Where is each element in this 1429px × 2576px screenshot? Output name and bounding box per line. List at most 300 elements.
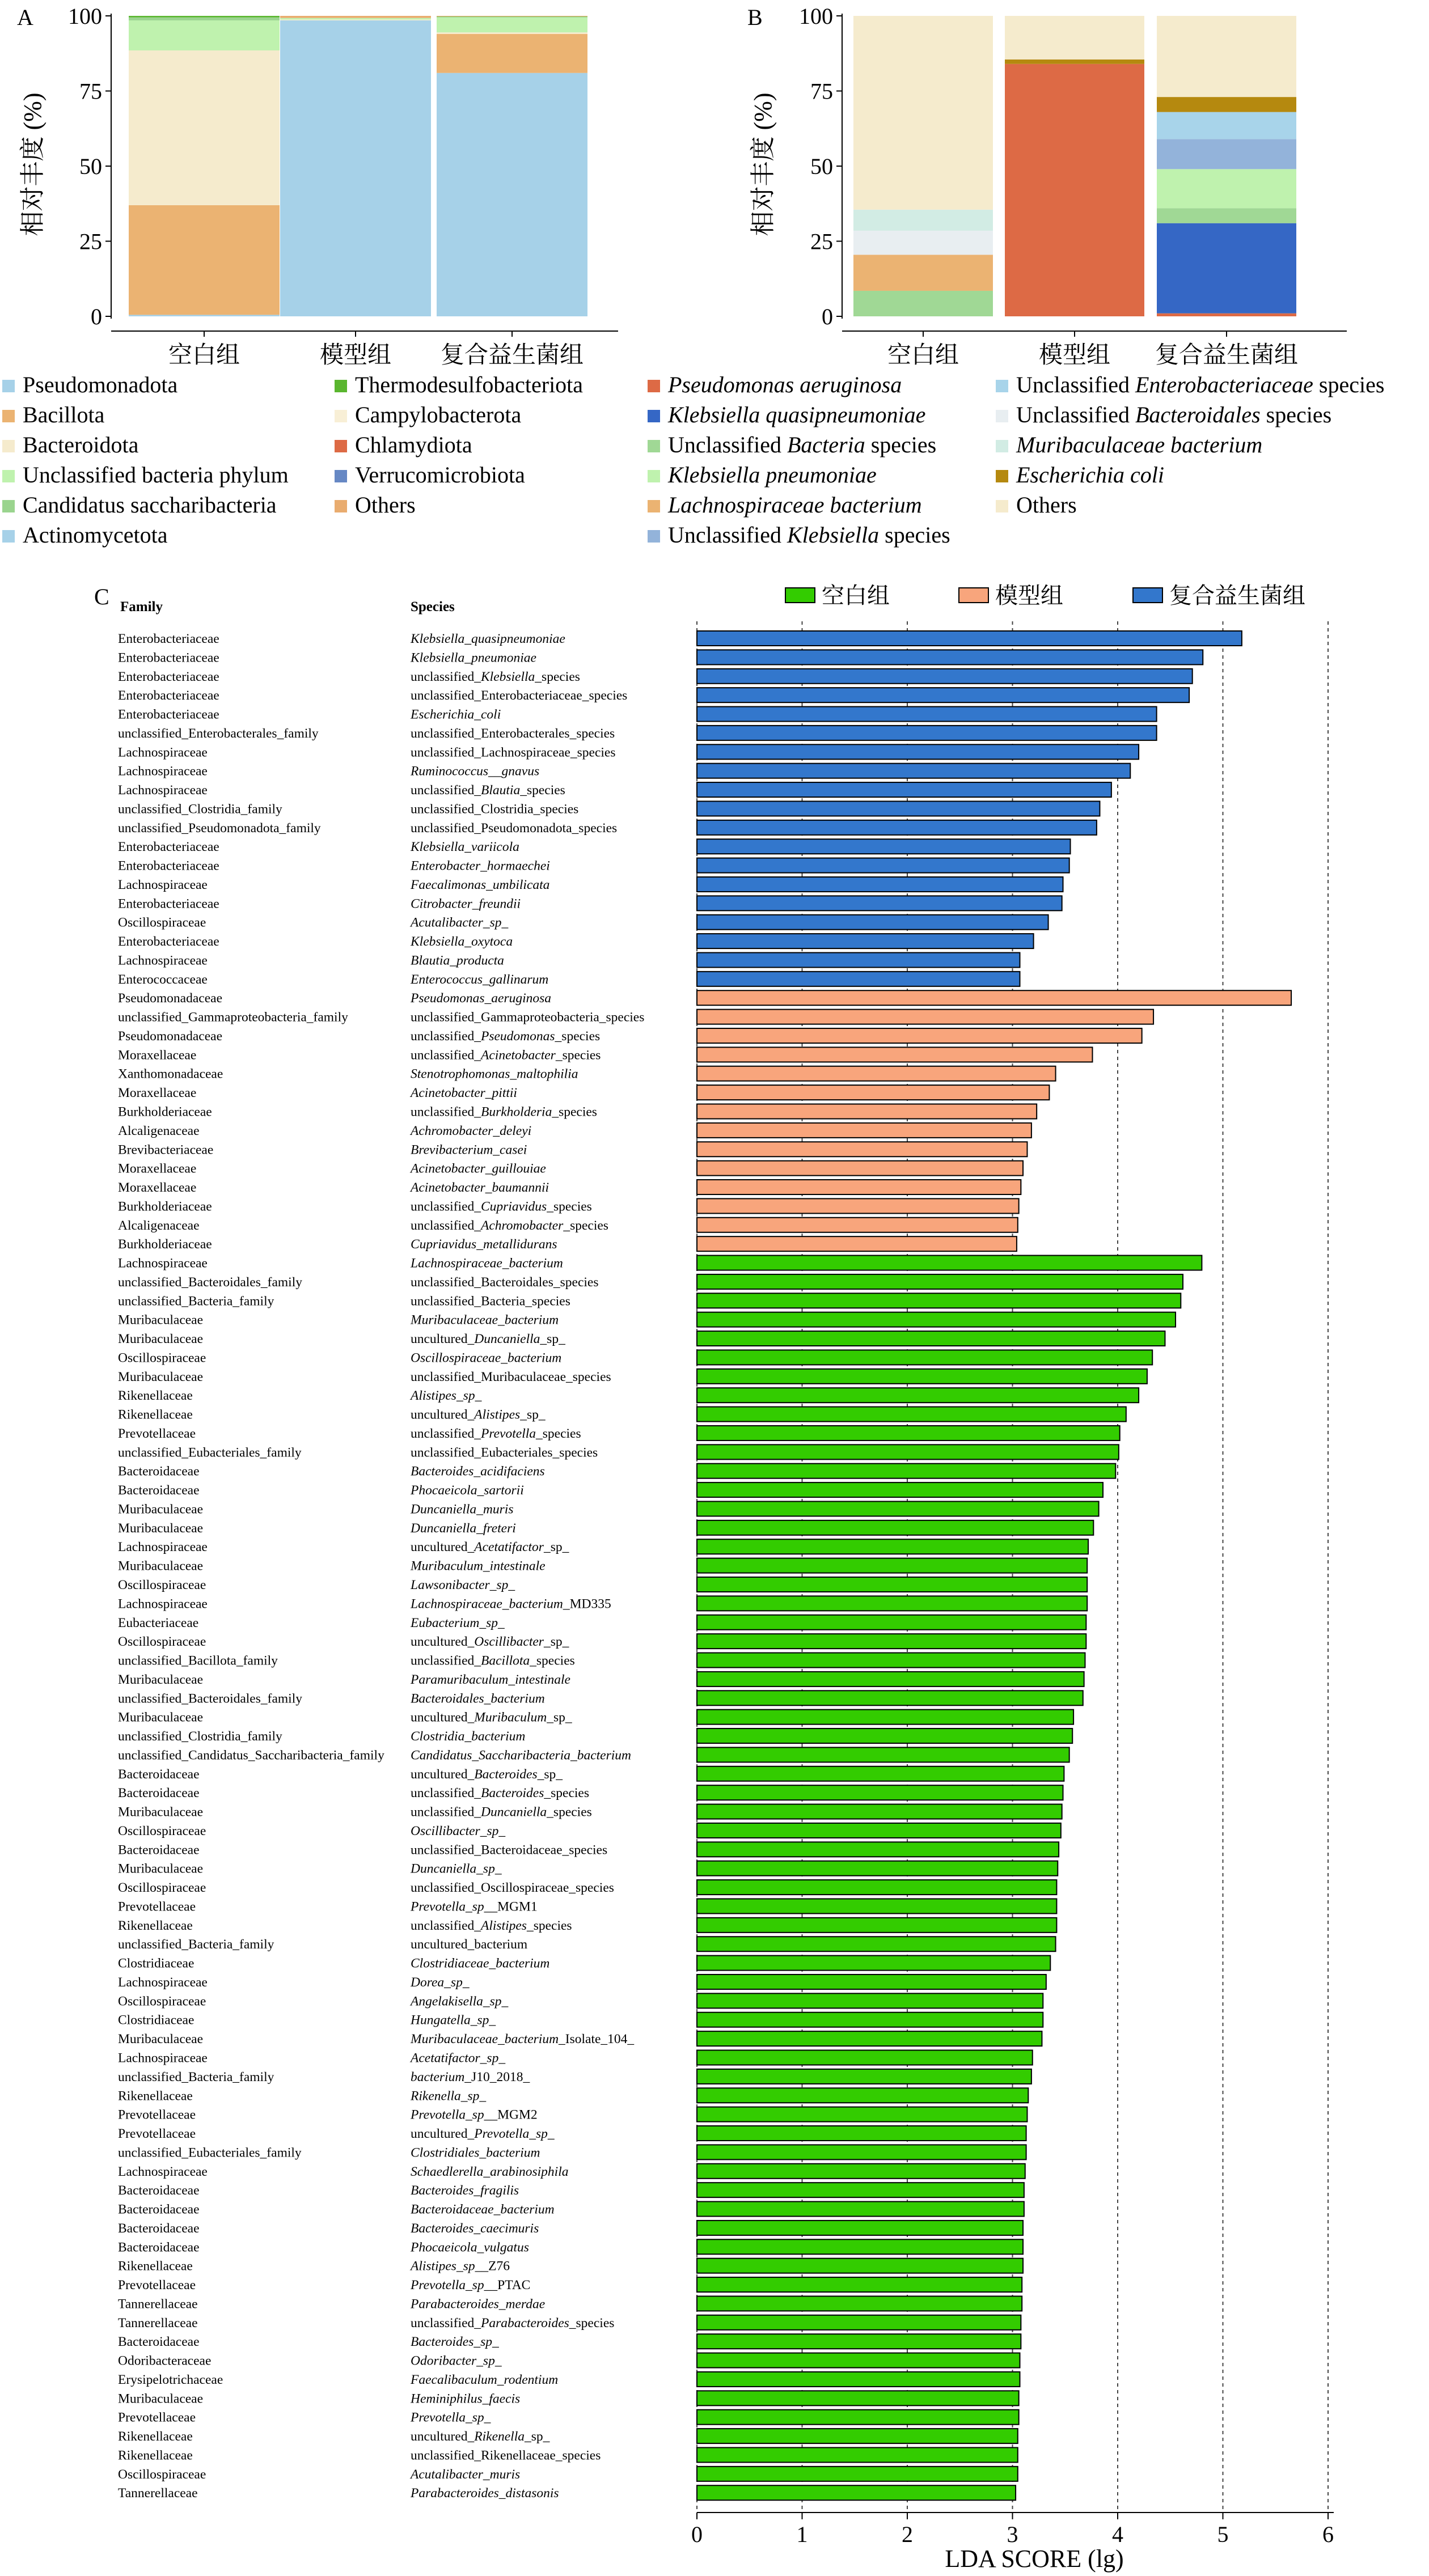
panel-a-legend-swatch <box>335 410 347 422</box>
panel-a-legend-label: Others <box>355 492 416 518</box>
family-label: Moraxellaceae <box>118 1161 197 1176</box>
panel-a-bar-segment <box>129 315 280 316</box>
panel-b-ytick-label: 25 <box>810 228 833 255</box>
panel-c-legend <box>785 583 1305 608</box>
species-label-part: Achromobacter <box>481 1218 564 1233</box>
species-label-part: Bacteroides <box>474 1766 538 1782</box>
species-label-part: _species <box>520 783 565 798</box>
species-label <box>411 783 565 798</box>
species-label <box>411 896 521 911</box>
species-label-part: _MD335 <box>563 1596 611 1612</box>
family-label: Moraxellaceae <box>118 1180 197 1196</box>
family-label: Rikenellaceae <box>118 2088 193 2104</box>
family-label: Tannerellaceae <box>118 2486 198 2501</box>
species-label <box>411 1350 561 1365</box>
species-label <box>411 1805 592 1820</box>
species-label-part: Stenotrophomonas_maltophilia <box>411 1066 578 1082</box>
panel-a-legend-swatch <box>2 380 15 392</box>
lda-bar <box>697 1369 1147 1384</box>
species-label-part: unclassified_Bacteroidaceae_species <box>411 1842 608 1858</box>
species-label <box>411 2145 540 2160</box>
panel-c-legend-swatch <box>1133 588 1162 603</box>
family-label: unclassified_Enterobacterales_family <box>118 726 319 741</box>
family-label: Erysipelotrichaceae <box>118 2372 223 2387</box>
species-label-part: Oscillibacter <box>474 1634 544 1650</box>
species-label <box>410 1975 470 1990</box>
family-label: Muribaculaceae <box>118 1672 204 1687</box>
lda-bar <box>697 1047 1092 1062</box>
species-label-part: unclassified_ <box>411 1199 481 1214</box>
species-label-part: Eubacterium_sp_ <box>411 1615 505 1630</box>
lda-bar <box>697 1710 1073 1725</box>
species-label-part: Blautia_producta <box>411 953 504 968</box>
panel-b-legend-swatch <box>648 380 660 392</box>
family-label: Rikenellaceae <box>118 2259 193 2274</box>
species-label-part: Acinetobacter_baumannii <box>411 1180 549 1196</box>
lda-bar <box>697 688 1189 702</box>
species-label <box>410 2032 634 2047</box>
species-label <box>411 2164 569 2179</box>
species-label <box>410 1578 515 1592</box>
panel-c-xlabel: LDA SCORE (lg) <box>945 2545 1124 2573</box>
family-label: unclassified_Clostridia_family <box>118 1729 282 1744</box>
species-label-part: Muribaculaceae_bacterium <box>411 1312 559 1328</box>
species-label <box>410 991 551 1006</box>
species-label <box>411 2448 601 2463</box>
panel-b-legend-label-part: Unclassified <box>668 522 787 548</box>
lda-bar <box>697 2069 1031 2084</box>
family-label: Bacteroidaceae <box>118 1766 200 1782</box>
lda-bar <box>697 1653 1085 1668</box>
lda-bar <box>697 2239 1023 2254</box>
panel-a-bar-segment <box>129 18 280 20</box>
panel-b-legend-swatch <box>996 470 1008 482</box>
lda-bar <box>697 2012 1043 2027</box>
species-label-part: _species <box>569 2315 615 2331</box>
species-label <box>411 1654 575 1668</box>
panel-b-bar-segment <box>1157 313 1296 316</box>
family-label: Oscillospiraceae <box>118 1578 206 1592</box>
species-label-part: Heminiphilus_faecis <box>411 2391 521 2406</box>
panel-b-legend-label-part: Klebsiella pneumoniae <box>668 462 877 488</box>
species-label-part: Phocaeicola_sartorii <box>411 1483 524 1498</box>
family-label: Oscillospiraceae <box>118 1823 206 1838</box>
family-label: Xanthomonadaceae <box>118 1066 223 1082</box>
species-label <box>411 802 578 816</box>
panel-b-bar-segment <box>853 255 993 291</box>
species-label-part: Parabacteroides_merdae <box>411 2297 546 2312</box>
panel-a <box>17 3 618 368</box>
family-label: unclassified_Candidatus_Saccharibacteria_family <box>118 1748 384 1763</box>
species-label <box>411 745 615 760</box>
panel-b-legend-swatch <box>996 380 1008 392</box>
species-label <box>411 2070 530 2084</box>
panel-b-legend-label-part: Bacteroidales <box>1135 402 1261 427</box>
family-label: Rikenellaceae <box>118 2429 193 2444</box>
species-label-part: unclassified_ <box>411 2315 481 2331</box>
species-label-part: Prevotella <box>481 1426 536 1441</box>
species-label-part: Prevotella_sp_ <box>474 2126 555 2142</box>
species-label-part: Oscillibacter_sp_ <box>411 1823 506 1838</box>
species-label-part: Muribaculum <box>474 1710 547 1725</box>
family-label: Oscillospiraceae <box>118 1994 206 2009</box>
species-label-part: Clostridiales_bacterium <box>411 2145 540 2160</box>
lda-bar <box>697 1672 1084 1687</box>
species-label-part: Acutalibacter_muris <box>411 2467 521 2482</box>
lda-bar <box>697 1956 1050 1971</box>
lda-bar <box>697 2088 1028 2103</box>
family-label: Muribaculaceae <box>118 1804 204 1820</box>
species-label-part: Alistipes_sp__ <box>411 2259 489 2274</box>
panel-b-legend-label-part: species <box>1313 372 1385 397</box>
family-label: Lachnospiraceae <box>118 1256 208 1271</box>
species-label <box>409 2051 505 2066</box>
species-label-part: _species <box>563 1218 608 1233</box>
panel-b-ytick-label: 0 <box>822 304 833 329</box>
lda-bar <box>697 1066 1056 1081</box>
panel-b-legend-label <box>667 402 925 427</box>
species-label-part: unclassified_Oscillospiraceae_species <box>411 1880 614 1896</box>
panel-b-legend-swatch <box>648 440 660 452</box>
family-label: Enterobacteriaceae <box>118 934 219 950</box>
species-label-part: Schaedlerella_arabinosiphila <box>411 2164 569 2179</box>
species-label-part: unclassified_ <box>411 1918 481 1933</box>
species-label-part: unclassified_Enterobacteriaceae_species <box>411 688 628 704</box>
lda-bar <box>697 1804 1062 1819</box>
species-label <box>410 650 536 665</box>
panel-b-legend-label-part: Pseudomonas aeruginosa <box>668 372 902 397</box>
family-label: Prevotellaceae <box>118 2126 196 2142</box>
panel-b-legend-swatch <box>996 500 1008 512</box>
lda-bar <box>697 1880 1056 1895</box>
panel-a-bar-segment <box>280 20 431 316</box>
panel-a-legend-label: Thermodesulfobacteriota <box>355 372 584 397</box>
species-label-part: Cupriavidus_metallidurans <box>411 1237 557 1252</box>
panel-b-bar-segment <box>1005 60 1144 64</box>
panel-a-bar-segment <box>280 16 431 18</box>
panel-b-legend-swatch <box>648 410 660 422</box>
species-label-part: Muribaculaceae_bacterium <box>411 2032 559 2047</box>
panel-c <box>94 583 1334 2573</box>
lda-bar <box>697 650 1203 664</box>
family-label: Muribaculaceae <box>118 2391 204 2406</box>
family-label: Moraxellaceae <box>118 1086 197 1101</box>
species-label-part: Alistipes <box>481 1918 527 1933</box>
lda-bar <box>697 1293 1181 1308</box>
panel-c-xtick-label: 2 <box>902 2522 913 2547</box>
species-label <box>411 1445 598 1460</box>
species-label <box>411 2334 499 2349</box>
species-label-part: Acinetobacter <box>481 1048 556 1063</box>
species-label-part: bacterium <box>411 2069 465 2084</box>
species-label-part: uncultured_ <box>411 1710 475 1725</box>
panel-c-letter: C <box>94 584 109 609</box>
panel-a-legend-label: Candidatus saccharibacteria <box>23 492 277 518</box>
species-label-part: MGM2 <box>497 2107 538 2122</box>
species-label-part: unclassified_Pseudomonadota_species <box>411 820 618 836</box>
panel-b-category-label: 空白组 <box>887 342 959 368</box>
species-label <box>411 1275 599 1290</box>
species-label-part: Prevotella_sp__ <box>411 1899 498 1914</box>
species-label-part: Enterobacter_hormaechei <box>411 858 550 874</box>
species-label-part: Klebsiella_quasipneumoniae <box>411 632 565 646</box>
lda-bar <box>697 2410 1019 2425</box>
species-label <box>411 1824 505 1838</box>
lda-bar <box>697 1766 1064 1781</box>
species-label-part: _species <box>552 1104 597 1120</box>
species-label-part: Escherichia_coli <box>411 707 501 722</box>
panel-c-legend-label: 复合益生菌组 <box>1169 583 1305 608</box>
species-label-part: uncultured_ <box>411 2429 475 2444</box>
panel-b-legend-label <box>668 522 950 548</box>
panel-b-legend-label-part: species <box>865 432 937 457</box>
species-label-part: unclassified_Eubacteriales_species <box>411 1445 598 1460</box>
lda-bar <box>697 1501 1099 1516</box>
panel-b-legend-label-part: Muribaculaceae bacterium <box>1016 432 1263 457</box>
family-label: Prevotellaceae <box>118 1426 196 1441</box>
panel-b-ytick-label: 75 <box>810 78 833 104</box>
lda-bar <box>697 1388 1139 1403</box>
species-label-part: Klebsiella_variicola <box>411 840 519 855</box>
species-label-part: _sp_ <box>543 1540 569 1555</box>
family-label: Lachnospiraceae <box>118 1975 208 1990</box>
panel-b-legend-swatch <box>996 410 1008 422</box>
lda-bar <box>697 1861 1058 1876</box>
panel-a-bar-segment <box>280 18 431 20</box>
species-label-part: Parabacteroides_distasonis <box>411 2486 559 2501</box>
lda-bar <box>697 839 1071 854</box>
family-label: Oscillospiraceae <box>118 1350 206 1366</box>
panel-a-category-label: 模型组 <box>319 342 392 368</box>
species-label-part: _sp_ <box>543 1634 569 1650</box>
species-label-part: unclassified_Gammaproteobacteria_species <box>411 1010 645 1025</box>
family-label: Alcaligenaceae <box>118 1123 200 1138</box>
species-label <box>409 1180 549 1195</box>
panel-a-legend-swatch <box>335 470 347 482</box>
species-label-part: Hungatella_sp_ <box>411 2012 496 2028</box>
panel-c-xtick-label: 6 <box>1322 2522 1334 2547</box>
species-label-part: Duncaniella <box>481 1804 547 1820</box>
species-label-part: Rikenella <box>474 2429 525 2444</box>
species-label <box>410 2278 530 2293</box>
panel-b-bar-segment <box>1005 64 1144 316</box>
panel-a-ytick-label: 0 <box>91 304 102 329</box>
species-label-part: Bacteroides_fragilis <box>411 2183 519 2198</box>
species-label-part: Acetatifactor <box>474 1540 544 1555</box>
species-label <box>411 1218 608 1233</box>
panel-b-legend-label <box>1016 462 1164 488</box>
species-label <box>411 1842 607 1857</box>
species-label-part: Bacteroides_acidifaciens <box>411 1464 545 1479</box>
family-label: unclassified_Bacteria_family <box>118 2069 274 2084</box>
panel-a-axes <box>68 3 618 368</box>
family-label: Muribaculaceae <box>118 1312 204 1328</box>
lda-bar <box>697 631 1242 646</box>
family-label: Enterobacteriaceae <box>118 650 219 666</box>
lda-bar <box>697 1482 1103 1497</box>
panel-b-bar-segment <box>1157 97 1296 112</box>
species-label-part: Achromobacter_deleyi <box>411 1123 532 1138</box>
species-label <box>410 764 539 779</box>
panel-b-bar-segment <box>1157 223 1296 313</box>
species-label-part: unclassified_Bacteria_species <box>411 1294 570 1309</box>
panel-b-letter: B <box>747 5 763 30</box>
species-label <box>411 1105 597 1120</box>
lda-bar <box>697 1842 1059 1857</box>
family-label: Lachnospiraceae <box>118 2050 208 2066</box>
species-label-part: Bacteroides_caecimuris <box>411 2221 539 2236</box>
species-label <box>410 1256 563 1271</box>
species-label-part: _species <box>530 1653 575 1668</box>
panel-a-ylabel: 相对丰度 (%) <box>19 92 46 236</box>
family-label: Lachnospiraceae <box>118 764 208 779</box>
panel-b-legend-label-part: Unclassified <box>1016 402 1135 427</box>
species-label-part: Citrobacter_freundii <box>411 896 521 912</box>
species-label-part: unclassified_ <box>411 1786 481 1801</box>
species-label <box>411 1710 572 1725</box>
species-label <box>411 2126 555 2141</box>
species-label <box>411 1332 565 1346</box>
panel-a-letter: A <box>17 5 33 30</box>
species-label-part: Acinetobacter_guillouiae <box>411 1161 546 1176</box>
family-label: Lachnospiraceae <box>118 1540 208 1555</box>
species-label-part: Parabacteroides <box>481 2315 569 2331</box>
lda-bar <box>697 1142 1027 1156</box>
panel-b-axes <box>799 3 1347 368</box>
species-label-part: uncultured_ <box>411 1407 475 1422</box>
species-label-part: Pseudomonas <box>481 1028 555 1044</box>
lda-bar <box>697 2334 1021 2349</box>
family-label: Lachnospiraceae <box>118 877 208 892</box>
family-label: Bacteroidaceae <box>118 2221 200 2236</box>
family-label: unclassified_Bacillota_family <box>118 1653 278 1668</box>
panel-b-legend-label-part: Klebsiella <box>787 522 880 548</box>
panel-a-legend-swatch <box>2 500 15 512</box>
panel-b-bar-segment <box>1157 112 1296 139</box>
lda-bar <box>697 1444 1119 1459</box>
species-label <box>411 1370 611 1384</box>
panel-a-bar-segment <box>129 16 280 18</box>
species-label <box>410 1502 513 1516</box>
species-label-part: Cupriavidus <box>481 1199 547 1214</box>
species-label-part: Duncaniella_muris <box>411 1502 514 1517</box>
species-label-part: Clostridiaceae_bacterium <box>411 1956 550 1971</box>
species-label <box>409 1124 531 1138</box>
panel-a-ytick-label: 100 <box>68 3 102 29</box>
panel-b-legend-label-part: species <box>879 522 950 548</box>
species-label <box>411 726 615 741</box>
species-label-part: Klebsiella_pneumoniae <box>411 650 536 666</box>
family-label: Enterobacteriaceae <box>118 858 219 874</box>
panel-b-legend-swatch <box>996 440 1008 452</box>
lda-bar <box>697 1558 1087 1573</box>
species-label-part: Blautia <box>481 783 521 798</box>
species-label-part: Lawsonibacter_sp_ <box>411 1578 515 1592</box>
species-label-part: unclassified_ <box>411 783 481 798</box>
panel-b-legend-label <box>667 492 922 518</box>
panel-a-legend-label: Actinomycetota <box>23 522 168 548</box>
species-label <box>410 934 513 949</box>
panel-c-xtick-label: 1 <box>796 2522 808 2547</box>
species-label-part: Oscillospiraceae_bacterium <box>411 1350 562 1366</box>
species-label <box>411 1237 557 1252</box>
species-label <box>410 972 548 987</box>
panel-b-legend <box>648 372 1384 548</box>
panel-a-legend-swatch <box>335 380 347 392</box>
family-label: Lachnospiraceae <box>118 745 208 760</box>
family-label: Tannerellaceae <box>118 2297 198 2312</box>
species-label <box>411 2221 539 2236</box>
family-label: Clostridiaceae <box>118 2012 195 2028</box>
family-label: unclassified_Clostridia_family <box>118 802 282 817</box>
species-label-part: Dorea_sp_ <box>411 1975 470 1990</box>
lda-bar <box>697 2277 1022 2292</box>
lda-bar <box>697 2050 1033 2065</box>
lda-bar <box>697 1198 1019 1213</box>
panel-c-legend-label: 空白组 <box>822 583 890 608</box>
species-label-part: Odoribacter_sp_ <box>411 2353 502 2369</box>
species-label-part: unclassified_ <box>411 1104 481 1120</box>
panel-b-legend-label-part: Others <box>1016 492 1077 518</box>
species-label-part: Duncaniella_freteri <box>411 1520 516 1536</box>
panel-b-ytick-label: 50 <box>810 154 833 179</box>
species-label-part: unclassified_ <box>411 1804 481 1820</box>
species-label-part: Bacteroidaceae_bacterium <box>411 2202 555 2217</box>
family-label: Oscillospiraceae <box>118 915 206 930</box>
species-label-part: Burkholderia <box>481 1104 552 1120</box>
family-label: unclassified_Bacteroidales_family <box>118 1691 302 1706</box>
lda-bar <box>697 1577 1087 1592</box>
species-label-part: MGM1 <box>497 1899 538 1914</box>
lda-bar <box>697 2183 1024 2197</box>
family-label: Bacteroidaceae <box>118 2240 200 2255</box>
species-label-part: _sp_ <box>547 1710 572 1725</box>
species-label-part: Rikenella_sp_ <box>411 2088 487 2104</box>
panel-a-bar-segment <box>437 73 587 316</box>
panel-b-bar-segment <box>853 210 993 231</box>
panel-c-legend-swatch <box>959 588 988 603</box>
lda-bar <box>697 2145 1026 2159</box>
species-label-part: uncultured_ <box>411 1766 475 1782</box>
family-label: Enterococcaceae <box>118 972 208 987</box>
panel-a-legend-swatch <box>335 500 347 512</box>
panel-b-bar-segment <box>853 231 993 255</box>
species-label <box>410 1521 516 1536</box>
family-label: Bacteroidaceae <box>118 1483 200 1498</box>
panel-a-legend-label: Bacillota <box>23 402 105 427</box>
species-label-part: unclassified_ <box>411 1426 481 1441</box>
lda-bar <box>697 1085 1049 1100</box>
lda-bar <box>697 915 1049 930</box>
lda-bar <box>697 990 1291 1005</box>
species-label-part: _sp_ <box>520 1407 546 1422</box>
family-label: Enterobacteriaceae <box>118 840 219 855</box>
family-label: Pseudomonadaceae <box>118 991 223 1006</box>
panel-a-bar-segment <box>437 32 587 34</box>
lda-bar <box>697 1520 1093 1535</box>
family-label: Lachnospiraceae <box>118 2164 208 2179</box>
species-label <box>411 670 580 684</box>
species-label <box>411 1142 527 1157</box>
family-label: unclassified_Gammaproteobacteria_family <box>118 1010 348 1025</box>
species-label-part: Prevotella_sp_ <box>411 2410 491 2425</box>
species-label <box>409 2467 520 2482</box>
panel-a-category-label: 复合益生菌组 <box>440 342 584 368</box>
lda-bar <box>697 782 1111 797</box>
lda-bar <box>697 1161 1023 1176</box>
lda-bar <box>697 1331 1165 1346</box>
lda-bar <box>697 1010 1153 1024</box>
